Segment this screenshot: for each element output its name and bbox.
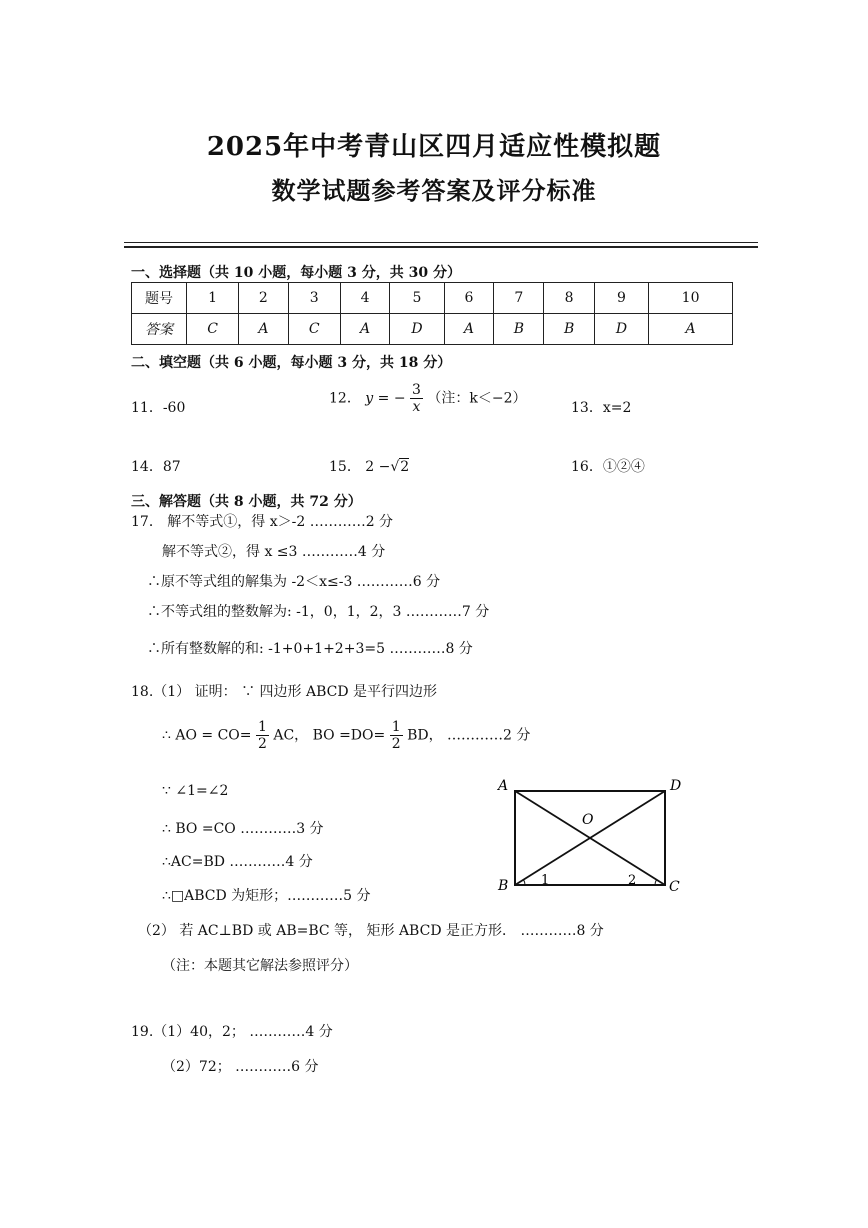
vertex-label-d: D [670, 778, 682, 794]
answer-cell: C [288, 314, 340, 345]
section3-heading: 三、解答题（共 8 小题，共 72 分） [131, 494, 362, 510]
question-number-cell: 10 [649, 283, 733, 314]
answer-12-fraction [410, 382, 423, 415]
center-label-o: O [582, 812, 594, 828]
document-subtitle: 数学试题参考答案及评分标准 [271, 176, 597, 205]
q17-line-5: ∴所有整数解的和: -1+0+1+2+3=5 …………8 分 [147, 641, 473, 657]
q17-line-3: ∴原不等式组的解集为 -2＜x≤-3 …………6 分 [147, 574, 441, 590]
fraction-denominator: 2 [257, 736, 267, 752]
rectangle-abcd-figure [490, 770, 690, 900]
row-label-question: 题号 [132, 283, 187, 314]
vertex-label-c: C [669, 879, 680, 895]
q18-bo-do: AC， BO =DO= [273, 727, 386, 744]
question-number-cell: 6 [444, 283, 494, 314]
answer-12-note: （注：k＜−2） [427, 390, 527, 407]
q18-note: （注：本题其它解法参照评分） [162, 958, 358, 974]
answer-cell: B [544, 314, 594, 345]
document-title: 2025年中考青山区四月适应性模拟题 [206, 132, 662, 162]
fraction-numerator: 3 [412, 382, 421, 398]
q17-line-4: ∴不等式组的整数解为: -1，0，1，2，3 …………7 分 [147, 604, 490, 620]
answer-15 [329, 456, 409, 476]
answer-cell: A [649, 314, 733, 345]
question-number-cell: 3 [288, 283, 340, 314]
answer-14: 14．87 [131, 459, 181, 475]
q17-line-1: 17． 解不等式①，得 x＞-2 …………2 分 [131, 514, 394, 530]
q18-intro: 18.（1） 证明： ∵ 四边形 ABCD 是平行四边形 [131, 684, 438, 700]
answer-table [131, 282, 733, 345]
q19-line-1: 19.（1）40，2； …………4 分 [131, 1024, 333, 1040]
q18-line-4: ∴ BO =CO …………3 分 [162, 821, 324, 837]
answer-cell: A [239, 314, 289, 345]
answer-table-question-row [132, 283, 733, 314]
answer-cell: C [187, 314, 239, 345]
answer-cell: A [340, 314, 390, 345]
half-fraction [256, 719, 269, 752]
question-number-cell: 9 [594, 283, 648, 314]
answer-13: 13．x=2 [571, 400, 632, 416]
answer-cell: D [390, 314, 444, 345]
q18-line-7: （2） 若 AC⊥BD 或 AB=BC 等， 矩形 ABCD 是正方形． …………8 分 [138, 923, 604, 939]
question-number-cell: 5 [390, 283, 444, 314]
fraction-denominator: x [412, 399, 421, 415]
q18-line-3: ∵ ∠1=∠2 [162, 783, 229, 799]
fraction-numerator: 1 [391, 719, 401, 735]
answer-11: 11．-60 [131, 400, 186, 416]
answer-cell: B [494, 314, 544, 345]
vertex-label-b: B [498, 878, 509, 894]
header-rule-thin [124, 242, 758, 243]
answer-12-number: 12． [329, 390, 361, 407]
answer-table-answer-row [132, 314, 733, 345]
angle-label-2: 2 [628, 873, 637, 888]
q18-bd-score: BD， …………2 分 [407, 727, 531, 744]
q19-line-2: （2）72； …………6 分 [162, 1059, 319, 1075]
row-label-answer: 答案 [132, 314, 187, 345]
fraction-numerator: 1 [257, 719, 267, 735]
answer-15-number: 15． [329, 459, 361, 475]
q18-line-5: ∴AC=BD …………4 分 [162, 854, 313, 870]
answer-12-lhs: y = − [365, 390, 406, 407]
header-rule-thick [124, 246, 758, 248]
half-fraction [390, 719, 403, 752]
fraction-denominator: 2 [391, 736, 401, 752]
answer-cell: A [444, 314, 494, 345]
q18-ao-co: ∴ AO = CO= [162, 727, 252, 744]
question-number-cell: 8 [544, 283, 594, 314]
sqrt-sign: √ [390, 459, 400, 475]
question-number-cell: 2 [239, 283, 289, 314]
answer-cell: D [594, 314, 648, 345]
section2-heading: 二、填空题（共 6 小题，每小题 3 分，共 18 分） [131, 355, 452, 371]
question-number-cell: 1 [187, 283, 239, 314]
vertex-label-a: A [498, 778, 509, 794]
question-number-cell: 7 [494, 283, 544, 314]
sqrt-radicand: 2 [400, 459, 410, 475]
q18-line-2 [162, 719, 530, 752]
q18-line-6: ∴□ABCD 为矩形；…………5 分 [162, 888, 371, 904]
section1-heading: 一、选择题（共 10 小题，每小题 3 分，共 30 分） [131, 265, 461, 281]
answer-16: 16．①②④ [571, 459, 645, 475]
question-number-cell: 4 [340, 283, 390, 314]
answer-15-expression: 2 − [365, 459, 391, 475]
q17-line-2: 解不等式②，得 x ≤3 …………4 分 [162, 544, 386, 560]
angle-label-1: 1 [541, 873, 550, 888]
answer-12 [329, 382, 527, 415]
